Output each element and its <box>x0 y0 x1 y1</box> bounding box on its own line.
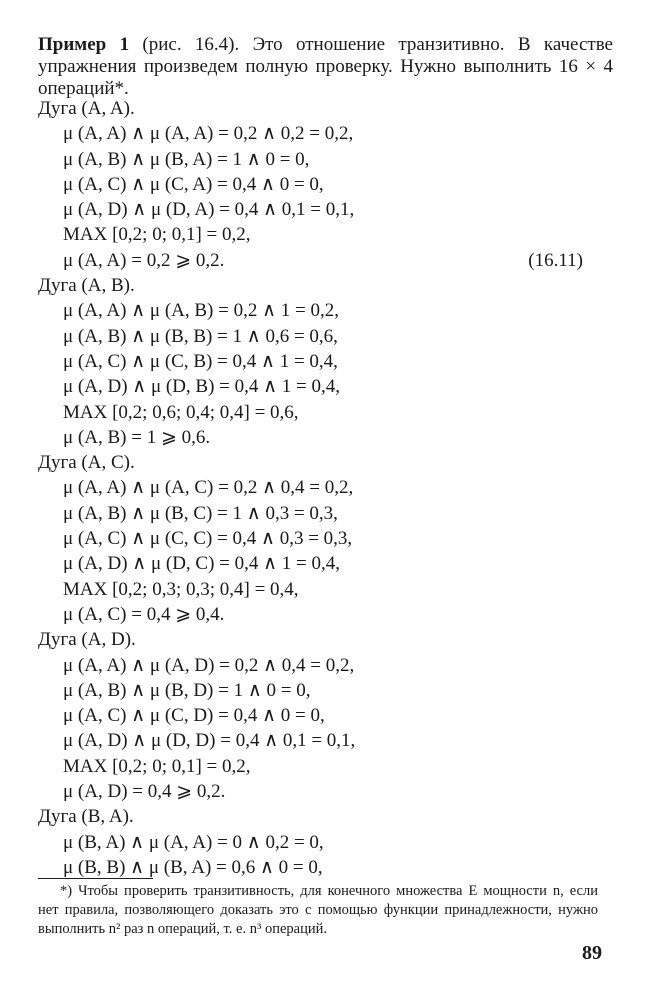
formula-line: μ (A, A) ∧ μ (A, C) = 0,2 ∧ 0,4 = 0,2, <box>63 477 354 499</box>
formula-line: μ (B, B) ∧ μ (B, A) = 0,6 ∧ 0 = 0, <box>63 856 323 878</box>
intro-text: (рис. 16.4). Это отношение транзитивно. В качестве упражнения произведем полную проверку. Нужно выполнить 16 × 4 операций*. <box>38 34 613 99</box>
formula-line: μ (A, D) ∧ μ (D, A) = 0,4 ∧ 0,1 = 0,1, <box>63 199 355 221</box>
footnote: *) Чтобы проверить транзитивность, для конечного множества E мощности n, если нет правила, позволяющего доказать это с помощью функции принадлежности, нужно выполнить n² раз n операций, т. е. n³ операций. <box>38 883 598 937</box>
arc-title: Дуга (A, B). <box>38 275 135 297</box>
formula-line: μ (A, D) = 0,4 ⩾ 0,2. <box>63 781 226 803</box>
formula-line: μ (A, D) ∧ μ (D, D) = 0,4 ∧ 0,1 = 0,1, <box>63 730 356 752</box>
formula-line: μ (A, B) ∧ μ (B, D) = 1 ∧ 0 = 0, <box>63 679 311 701</box>
example-label: Пример 1 <box>38 34 130 55</box>
arc-title: Дуга (B, A). <box>38 806 134 828</box>
formula-line: μ (A, A) ∧ μ (A, B) = 0,2 ∧ 1 = 0,2, <box>63 300 339 322</box>
formula-line: μ (A, B) = 1 ⩾ 0,6. <box>63 426 211 448</box>
formula-line: MAX [0,2; 0; 0,1] = 0,2, <box>63 755 251 777</box>
formula-line: MAX [0,2; 0; 0,1] = 0,2, <box>63 224 251 246</box>
formula-line: μ (A, A) ∧ μ (A, A) = 0,2 ∧ 0,2 = 0,2, <box>63 123 354 145</box>
calculation-block <box>38 96 613 880</box>
formula-line: μ (A, B) ∧ μ (B, B) = 1 ∧ 0,6 = 0,6, <box>63 325 338 347</box>
arc-section <box>38 804 613 880</box>
formula-line: μ (A, A) ∧ μ (A, D) = 0,2 ∧ 0,4 = 0,2, <box>63 654 355 676</box>
formula-line: μ (A, D) ∧ μ (D, C) = 0,4 ∧ 1 = 0,4, <box>63 553 341 575</box>
arc-title: Дуга (A, A). <box>38 98 135 119</box>
formula-line: μ (A, C) = 0,4 ⩾ 0,4. <box>63 603 225 625</box>
formula-line-with-number <box>38 248 613 273</box>
formula-line: μ (A, C) ∧ μ (C, C) = 0,4 ∧ 0,3 = 0,3, <box>63 528 353 550</box>
formula-line: MAX [0,2; 0,6; 0,4; 0,4] = 0,6, <box>63 401 299 423</box>
arc-section <box>38 450 613 627</box>
arc-section <box>38 96 613 273</box>
formula-line: MAX [0,2; 0,3; 0,3; 0,4] = 0,4, <box>63 578 299 600</box>
formula-text: μ (A, A) = 0,2 ⩾ 0,2. <box>63 249 225 271</box>
arc-section <box>38 273 613 450</box>
intro-paragraph <box>38 34 613 100</box>
formula-line: μ (A, B) ∧ μ (B, A) = 1 ∧ 0 = 0, <box>63 148 310 170</box>
footnote-separator <box>38 878 153 879</box>
formula-line: μ (B, A) ∧ μ (A, A) = 0 ∧ 0,2 = 0, <box>63 831 324 853</box>
formula-line: μ (A, C) ∧ μ (C, B) = 0,4 ∧ 1 = 0,4, <box>63 350 338 372</box>
arc-section <box>38 627 613 804</box>
page-number: 89 <box>582 942 602 964</box>
formula-line: μ (A, B) ∧ μ (B, C) = 1 ∧ 0,3 = 0,3, <box>63 502 338 524</box>
formula-line: μ (A, C) ∧ μ (C, A) = 0,4 ∧ 0 = 0, <box>63 173 324 195</box>
formula-line: μ (A, C) ∧ μ (C, D) = 0,4 ∧ 0 = 0, <box>63 705 325 727</box>
arc-title: Дуга (A, D). <box>38 629 136 651</box>
formula-line: μ (A, D) ∧ μ (D, B) = 0,4 ∧ 1 = 0,4, <box>63 376 341 398</box>
arc-title: Дуга (A, C). <box>38 452 135 474</box>
equation-number: (16.11) <box>528 249 583 271</box>
